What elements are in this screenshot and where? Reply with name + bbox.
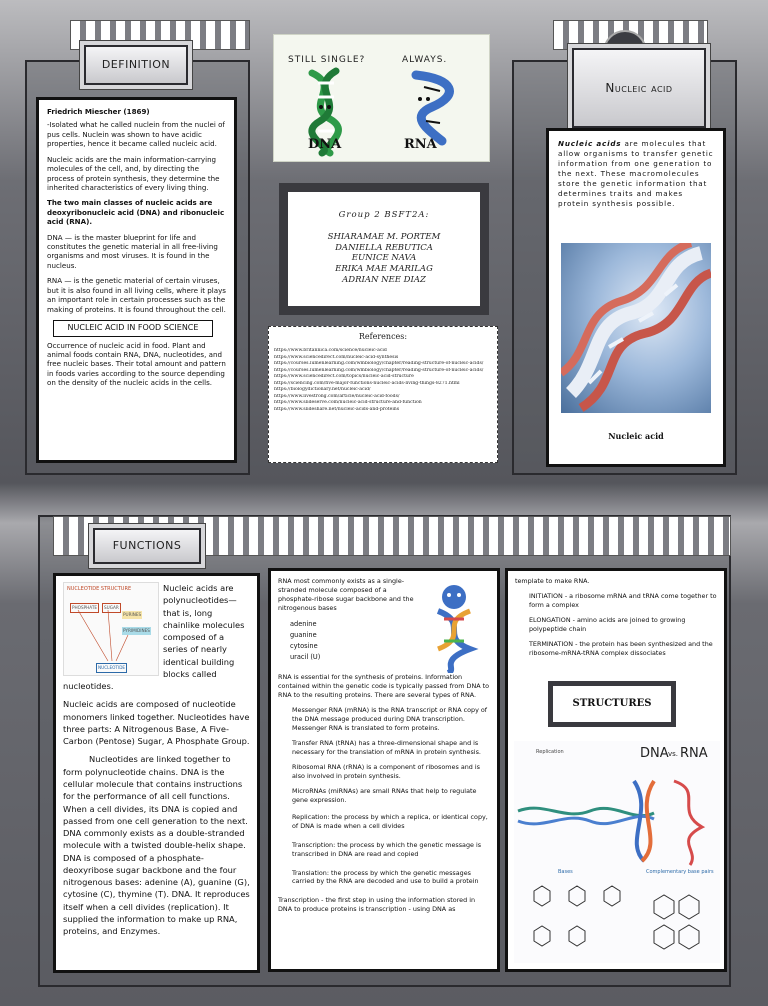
base-item: cytosine [290, 642, 318, 651]
reference-link[interactable]: https://sciencing.com/five-major-functions-nucleic-acids-living-things-8271.html [274, 380, 460, 386]
definition-para-5: RNA — is the genetic material of certain viruses, but it is also found in all living cells, where it plays an important role in certain processes such as the making of proteins. It is found throughout the cell. [47, 276, 226, 314]
food-title: NUCLEIC ACID IN FOOD SCIENCE [67, 323, 199, 333]
struct-label-bases: Bases [558, 869, 573, 875]
nucleic-intro-term: Nucleic acids [558, 139, 622, 148]
cartoon-left-caption: STILL SINGLE? [288, 55, 366, 65]
structures-svg [514, 741, 720, 963]
nucleotide-diagram [63, 582, 159, 676]
diagram-purines: PURINES [122, 611, 142, 619]
group-member: SHIARAMAE M. PORTEM [327, 232, 441, 242]
functions-col1-p2: Nucleic acids are composed of nucleotide monomers linked together. Nucleotides have three parts: A Nitrogenous Base, A Five-Carbon (Pentose) Sugar, A Phosphate Group. [63, 699, 250, 747]
functions-col2-bottom: Transcription - the first step in using the information stored in DNA to produce proteins is transcription - using DNA as [278, 896, 476, 914]
base-item: guanine [290, 631, 317, 640]
reference-link[interactable]: https://www.slideshare.net/nucleic-acids-and-proteins [274, 407, 400, 412]
dna-rna-cartoon [273, 34, 490, 162]
stage-item: INITIATION - a ribosome mRNA and tRNA come together to form a complex [529, 591, 717, 609]
functions-col-1 [53, 573, 260, 973]
reference-link[interactable]: https://courses.lumenlearning.com/wmbiology/chapter/reading-structure-of-nucleic-acids/ [274, 367, 484, 373]
definition-para-4: DNA — is the master blueprint for life and constitutes the genetic material in all free-living organisms and most viruses. It is found in the nucleus. [47, 232, 218, 270]
rna-type-item: Ribosomal RNA (rRNA) is a component of ribosomes and is also involved in protein synthesis. [292, 762, 480, 780]
nucleic-intro-text: are molecules that allow organisms to transfer genetic information from one generation to the next. These macromolecules store the genetic information that determines traits and makes protein synthesis possible. [558, 139, 714, 208]
reference-link[interactable]: https://www.livestrong.com/article/nucleic-acid-foods/ [274, 393, 400, 399]
functions-title: FUNCTIONS [112, 539, 182, 552]
nucleic-image-caption: Nucleic acid [608, 431, 664, 441]
definition-para-3: The two main classes of nucleic acids are deoxyribonucleic acid (DNA) and ribonucleic acid (RNA). [47, 198, 225, 227]
rna-type-item: Messenger RNA (mRNA) is the RNA transcript or RNA copy of the DNA message produced during DNA transcription. Messenger RNA is translated to form proteins. [292, 705, 488, 732]
definition-box [36, 97, 237, 463]
rna-strand-icon [416, 75, 449, 141]
diagram-phosphate: PHOSPHATE [70, 603, 99, 613]
process-item: Translation: the process by which the genetic messages carried by the RNA are decoded and use to build a protein [292, 868, 479, 886]
functions-col-3 [505, 568, 727, 972]
definition-title-tag [84, 45, 188, 85]
food-title-box [53, 320, 213, 337]
functions-title-tag [93, 528, 201, 564]
reference-link[interactable]: https://www.slideserve.com/nucleic-acid-structure-and-function [274, 400, 422, 406]
rna-helix-image [418, 581, 490, 673]
group-member: ERIKA MAE MARILAG [335, 263, 433, 274]
rna-types-list [278, 706, 490, 805]
cartoon-rna-label: RNA [404, 137, 437, 152]
process-item: Transcription: the process by which the genetic message is transcribed in DNA are read and copied [292, 840, 482, 858]
nucleic-title: Nucleic acid [605, 81, 673, 95]
struct-label-rna: RNA [680, 746, 708, 761]
stage-item: TERMINATION - the protein has been synthesized and the ribosome-mRNA-tRNA complex dissociates [529, 639, 713, 657]
reference-link[interactable]: https://www.sciencedirect.com/topics/nucleic-acid-structure [274, 374, 414, 380]
reference-link[interactable]: https://www.sciencedirect.com/nucleic-acid-synthesis [274, 354, 399, 360]
functions-col1-p1: Nucleic acids are polynucleotides—that is, long chainlike molecules composed of a series of nearly identical building blocks called nucleotides. [63, 583, 245, 692]
diagram-sugar: SUGAR [102, 603, 121, 613]
definition-para-2: Nucleic acids are the main information-carrying molecules of the cell, and, by directing the process of protein synthesis, they determine the inherited characteristics of every living thing. [47, 154, 220, 192]
group-title: Group 2 BSFT2A: [338, 210, 430, 220]
references-title: References: [358, 332, 408, 341]
reference-link[interactable]: https://www.britannica.com/science/nucleic-acid [274, 348, 387, 354]
structures-title-outer [548, 681, 676, 727]
nucleic-box [546, 128, 726, 467]
group-member: DANIELLA REBUTICA [335, 242, 433, 253]
cartoon-dna-label: DNA [308, 137, 342, 152]
dna-render-svg [561, 243, 711, 413]
struct-label-vs: vs. [668, 750, 679, 758]
group-box-outer [279, 183, 489, 315]
author-heading: Friedrich Miescher (1869) [47, 107, 150, 116]
diagram-title: NUCLEOTIDE STRUCTURE [67, 586, 132, 592]
stage-item: ELONGATION - amino acids are joined to growing polypeptide chain [529, 615, 686, 633]
food-text: Occurrence of nucleic acid in food. Plant and animal foods contain RNA, DNA, nucleotides, and free nucleic bases. Their total amount and pattern in foods varies according to the source depending on the density of the nucleic acids in the cells. [47, 340, 226, 388]
rna-helix-svg [418, 581, 490, 673]
functions-col3-top: template to make RNA. [515, 577, 590, 585]
definition-title: DEFINITION [101, 58, 171, 71]
nucleic-acid-image [561, 243, 711, 413]
base-item: adenine [290, 619, 317, 628]
struct-label-pairs: Complementary base pairs [646, 869, 714, 875]
functions-col1-p3: Nucleotides are linked together to form polynucleotide chains. DNA is the cellular molecule that contains instructions for the performance of all cell functions. When a cell divides, its DNA is copied and passed from one cell generation to the next. DNA commonly exists as a double-stranded molecule with a twisted double-helix shape. DNA is composed of a phosphate-deoxyribose sugar backbone and the four nitrogenous bases: adenine (A), guanine (G), cytosine (C), thymine (T). DNA. It reproduces itself when a cell divides (replication). It supplied the information to make up RNA, proteins, and Enzymes. [63, 754, 250, 937]
rna-type-item: MicroRNAs (miRNAs) are small RNAs that help to regulate gene expression. [292, 786, 477, 804]
struct-label-replication: Replication [536, 749, 564, 755]
functions-col2-intro: RNA most commonly exists as a single-stranded molecule composed of a phosphate-ribose sugar backbone and the nitrogenous bases [278, 577, 414, 612]
rna-type-item: Transfer RNA (tRNA) has a three-dimensional shape and is necessary for the translation of mRNA in protein synthesis. [292, 738, 481, 756]
nucleic-title-tag [572, 48, 706, 128]
group-member: EUNICE NAVA [351, 253, 417, 264]
reference-link[interactable]: https://biologydictionary.net/nucleic-acid/ [274, 387, 371, 393]
struct-label-dna: DNA [640, 746, 669, 761]
base-item: uracil (U) [290, 653, 321, 662]
group-box [288, 192, 480, 306]
definition-para-1: -Isolated what he called nuclein from the nuclei of pus cells. Nuclein was shown to have acidic properties, hence it became called nucleic acid. [47, 120, 225, 149]
reference-link[interactable]: https://courses.lumenlearning.com/wmbiology/chapter/reading-structure-of-nucleic-acids/ [274, 361, 484, 367]
structures-title: STRUCTURES [572, 698, 652, 709]
cartoon-right-caption: ALWAYS. [402, 55, 448, 65]
process-item: Replication: the process by which a replica, or identical copy, of DNA is made when a cell divides [292, 812, 488, 830]
references-box [268, 326, 498, 463]
stage-list [515, 592, 717, 658]
diagram-pyrimidines: PYRIMIDINES [122, 627, 151, 635]
functions-col2-p2: RNA is essential for the synthesis of proteins. Information contained within the genetic code is typically passed from DNA to RNA to the resulting proteins. There are several types of RNA. [278, 673, 490, 699]
diagram-nucleotide: NUCLEOTIDE [96, 663, 127, 673]
process-list [278, 813, 490, 887]
structures-image [514, 741, 720, 963]
group-member: ADRIAN NEE DIAZ [342, 274, 426, 285]
functions-col-2 [268, 568, 500, 972]
nucleic-intro [558, 139, 714, 209]
structures-title-inner [553, 686, 671, 722]
